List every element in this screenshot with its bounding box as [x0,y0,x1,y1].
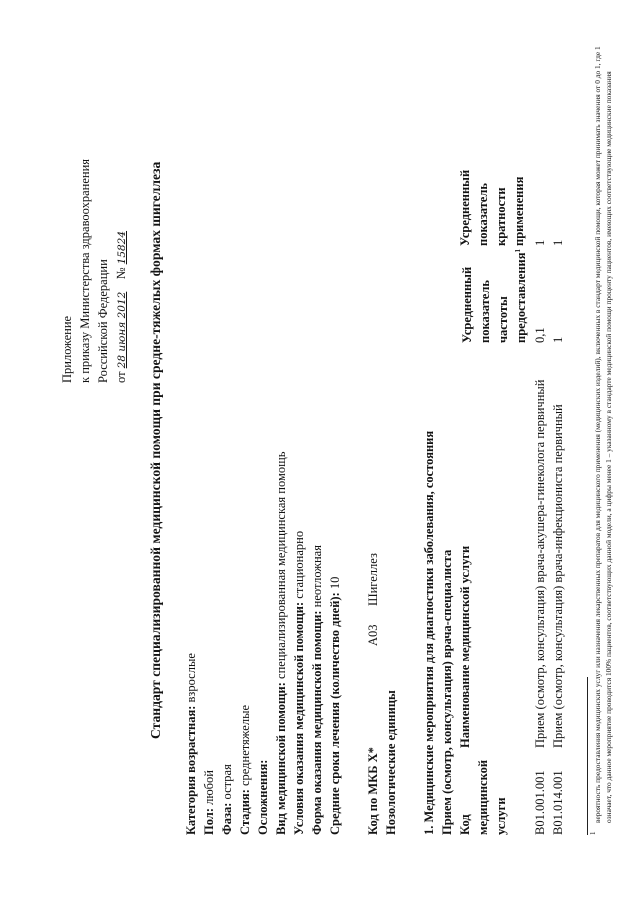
param-care-type-value: специализированная медицинская помощь [274,451,288,683]
param-age-label: Категория возрастная: [184,705,198,835]
row-2-name: Прием (осмотр, консультация) врача-инфекциониста первичный [551,404,565,748]
col-freq-line-4-text: предоставления [514,252,529,343]
col-mult-line-2: показатель [476,183,490,246]
param-age-value: взрослые [184,653,198,706]
footnote [589,35,615,835]
appendix-line-2: к приказу Министерства здравоохранения [78,158,92,383]
appendix-line-1: Приложение [60,315,74,383]
row-2-code: B01.014.001 [551,770,565,835]
param-phase [221,764,234,835]
row-2-freq: 1 [551,336,565,343]
footnote-text: вероятность предоставления медицинских услуг или назначения лекарственных препаратов для медицинского применения (медицинских изделий), включенных в стандарт медицинской помощи, которая может принимать значения от 0 до 1, где 1 означает, что данное мероприятие проводится 100% пациентов, соответствующих данной модели, а цифры менее 1 – указанному в стандарте медицинской помощи проценту пациентов, имеющих соответствующие медицинские показания [593,46,614,823]
param-care-form-value: неотложная [310,545,324,611]
col-mult-line-4: применения [512,176,526,246]
param-sex [203,770,216,835]
param-duration-value: 10 [328,576,342,593]
number-prefix: № [114,267,128,280]
row-1-mult: 1 [533,239,547,246]
param-stage-value: среднетяжелые [238,704,252,790]
col-freq-line-4 [515,249,528,343]
row-1-code: B01.001.001 [533,770,547,835]
param-sex-label: Пол: [202,808,216,835]
param-care-type-label: Вид медицинской помощи: [274,682,288,835]
icd-code-label: Код по МКБ X* [366,747,380,835]
col-mult-line-3: кратности [494,187,508,246]
param-phase-label: Фаза: [220,802,234,835]
col-code-line-2: медицинской [476,759,490,835]
icd-code: A03 [366,624,380,646]
col-freq-line-3: частоты [496,296,510,343]
param-sex-value: любой [202,770,216,809]
param-duration [329,577,342,835]
param-age [185,653,198,835]
number-value: 15824 [116,230,128,265]
col-code-line-3: услуги [494,797,508,835]
row-1-name: Прием (осмотр, консультация) врача-акушера-гинеколога первичный [533,379,547,748]
section-1-subtitle: Прием (осмотр, консультация) врача-специалиста [440,549,454,835]
param-stage-label: Стадия: [238,789,252,835]
param-complications [257,760,270,835]
col-name: Наименование медицинской услуги [458,545,472,748]
param-care-form-label: Форма оказания медицинской помощи: [310,610,324,835]
param-stage [239,705,252,835]
footnote-divider [587,677,588,835]
page-title: Стандарт специализированной медицинской помощи при средне-тяжелых формах шигеллеза [148,161,163,739]
param-care-conditions [293,531,306,835]
param-care-form [311,545,324,835]
icd-units-label: Нозологические единицы [384,690,398,835]
icd-name: Шигеллез [366,553,380,606]
param-complications-label: Осложнения: [256,759,270,835]
col-freq-line-1: Усредненный [460,266,474,343]
col-mult-line-1: Усредненный [458,169,472,246]
row-1-freq: 0,1 [533,327,547,343]
param-care-conditions-label: Условия оказания медицинской помощи: [292,601,306,835]
footnote-mark: 1 [589,831,597,835]
col-freq-line-2: показатель [478,280,492,343]
param-care-conditions-value: стационарно [292,530,306,602]
date-value: 28 июня 2012 [116,291,128,369]
param-duration-label: Средние сроки лечения (количество дней): [328,592,342,835]
date-prefix: от [114,371,128,383]
param-care-type [275,452,288,835]
row-2-mult: 1 [551,239,565,246]
appendix-line-3: Российской Федерации [96,259,110,383]
param-phase-value: острая [220,764,234,803]
appendix-date-line [115,231,128,383]
section-1-title: 1. Медицинские мероприятия для диагностики заболевания, состояния [422,430,436,835]
col-code-line-1: Код [458,814,472,835]
col-freq-footnote-mark: 1 [514,248,522,253]
